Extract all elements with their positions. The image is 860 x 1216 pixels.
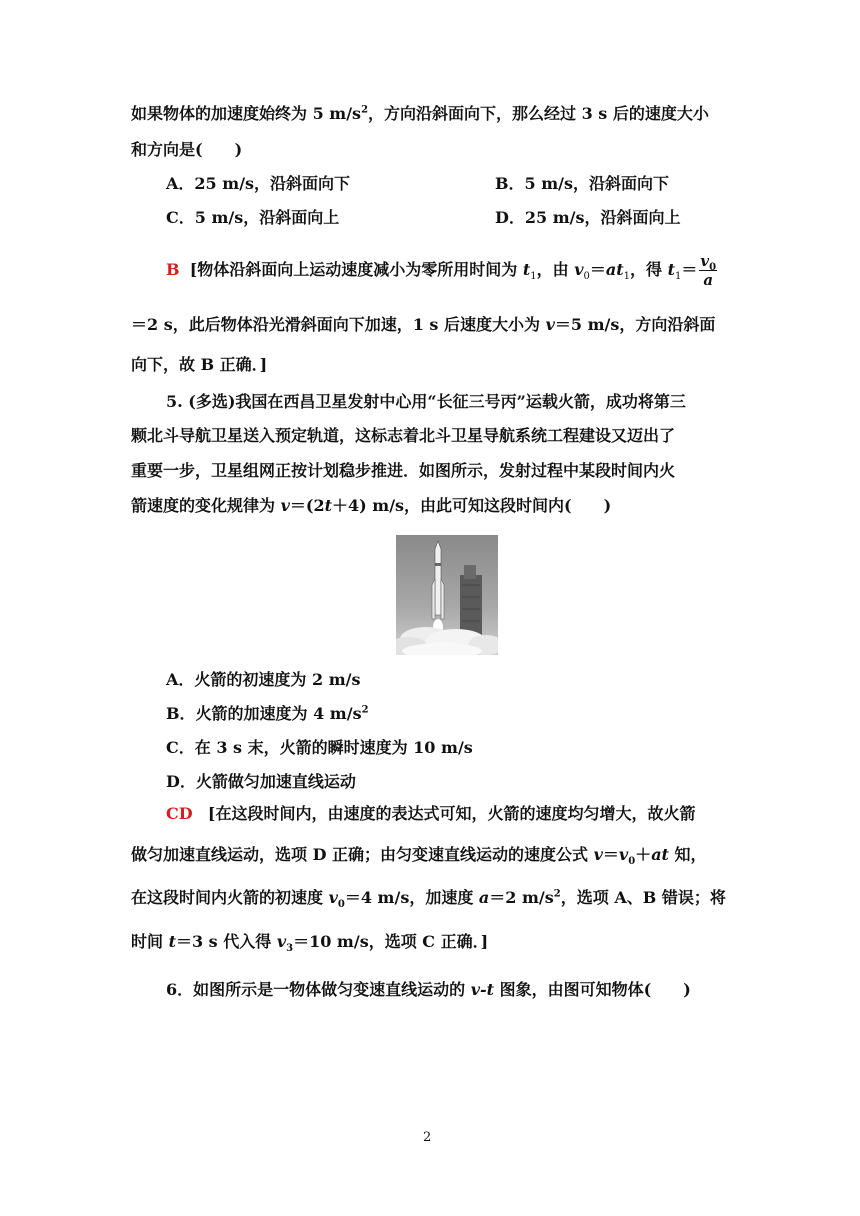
q4-answer: B (166, 260, 180, 279)
page-number: 2 (423, 1130, 432, 1145)
q5-solution-line3: 在这段时间内火箭的初速度 $v_0=4$ m/s，加速度 a＝2 $m/s^2$，选项 A、B 错误；将 (131, 888, 726, 911)
q5-stem-line3: 重要一步，卫星组网正按计划稳步推进．如图所示，发射过程中某段时间内火 (131, 461, 676, 480)
q5-answer: CD (166, 804, 193, 823)
q4-solution-line2: ＝2 s，此后物体沿光滑斜面向下加速，1 s 后速度大小为 v＝5 m/s，方向沿斜面 (131, 315, 716, 334)
q5-option-d: D．火箭做匀加速直线运动 (166, 772, 356, 791)
q6-stem-line1: 6．如图所示是一物体做匀变速直线运动的 v-t 图象，由图可知物体( ) (166, 980, 691, 999)
q4-stem-line2: 和方向是( ) (131, 140, 243, 159)
q4-stem-line1: 如果物体的加速度始终为 5 $m/s^2$，方向沿斜面向下，那么经过 3 s 后的速度大小 (131, 104, 709, 123)
q4-solution-line3: 向下，故 B 正确．] (131, 355, 268, 374)
q5-stem-line4: 箭速度的变化规律为 v＝(2t＋4) m/s，由此可知这段时间内( ) (131, 496, 612, 515)
rocket-launch-image (396, 535, 498, 655)
q5-option-a: A．火箭的初速度为 2 m/s (166, 670, 361, 689)
q5-option-b: B．火箭的加速度为 4 $m/s^2$ (166, 704, 369, 723)
q4-solution-line1: B [物体沿斜面向上运动速度减小为零所用时间为 $t_1$，由 $v_0=at_1$，得 $t_1=$ $\frac{v_0}{a}$ (166, 252, 717, 289)
q5-stem-line1: 5. (多选)我国在西昌卫星发射中心用“长征三号丙”运载火箭，成功将第三 (166, 392, 686, 411)
q5-stem-line2: 颗北斗导航卫星送入预定轨道，这标志着北斗卫星导航系统工程建设又迈出了 (131, 426, 676, 445)
q5-option-c: C．在 3 s 末，火箭的瞬时速度为 10 m/s (166, 738, 473, 757)
q5-solution-line1: CD [在这段时间内，由速度的表达式可知，火箭的速度均匀增大，故火箭 (166, 804, 696, 823)
q5-solution-line4: 时间 t＝3 s 代入得 $v_3=10$ m/s，选项 C 正确．] (131, 932, 489, 955)
q4-option-d: D．25 m/s，沿斜面向上 (495, 208, 681, 227)
q4-option-a: A．25 m/s，沿斜面向下 (166, 174, 351, 193)
fraction-v0-over-a: $\frac{v_0}{a}$ (700, 252, 717, 289)
q4-option-c: C．5 m/s，沿斜面向上 (166, 208, 340, 227)
q5-solution-line2: 做匀加速直线运动，选项 D 正确；由匀变速直线运动的速度公式 $v=v_0+at$ 知， (131, 845, 707, 868)
q4-option-b: B．5 m/s，沿斜面向下 (495, 174, 670, 193)
